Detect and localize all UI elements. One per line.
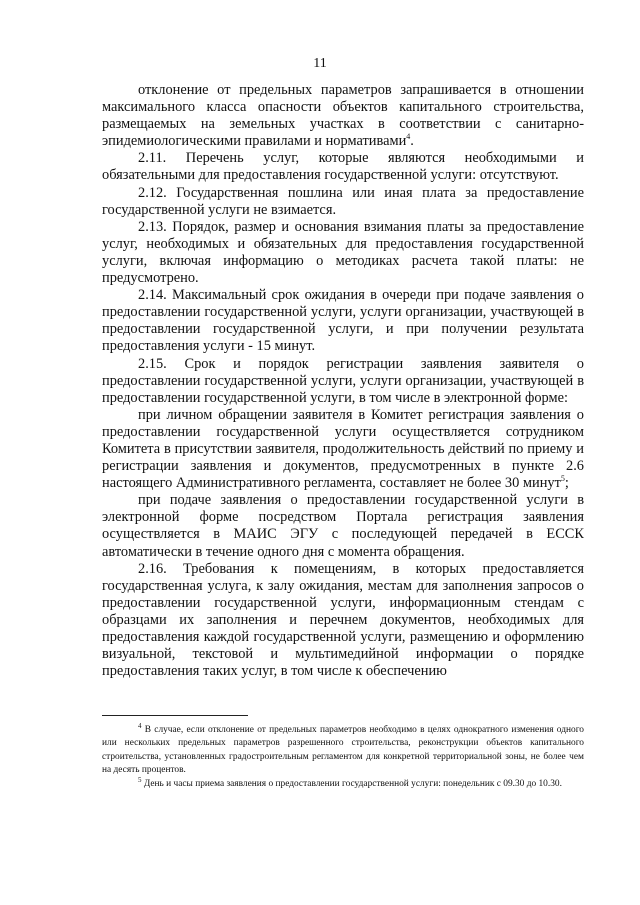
paragraph-text: 2.12. Государственная пошлина или иная плата за предоставление государственной услуги не взимается. xyxy=(102,184,584,218)
paragraph-tail: . xyxy=(410,133,414,150)
footnote-5 xyxy=(102,775,584,791)
paragraph-tail: ; xyxy=(564,475,569,492)
document-body xyxy=(102,82,584,680)
footnote-ref-5[interactable]: 5 xyxy=(560,474,565,484)
paragraph-text: 2.13. Порядок, размер и основания взимания платы за предоставление услуг, необходимых и обязательных для предоставления государственной услуги, включая информацию о методиках расчета такой платы: не предусмотрено. xyxy=(102,218,584,287)
footnote-ref-4[interactable]: 4 xyxy=(406,132,411,142)
paragraph-1 xyxy=(102,82,584,150)
footnote-separator xyxy=(102,715,248,716)
footnote-4 xyxy=(102,724,584,778)
paragraph-text: при подаче заявления о предоставлении государственной услуги в электронной форме посредством Портала регистрация заявления осуществляется в МАИС ЭГУ с последующей передачей в ЕССК автоматически в течение одного дня с момента обращения. xyxy=(102,492,584,560)
paragraph-text: отклонение от предельных параметров запрашивается в отношении максимального класса опасности объектов капитального строительства, размещаемых на земельных участках в соответствии с санитарно-эпидемиологическими правилами и нормативами xyxy=(102,82,584,150)
paragraph-text: 2.11. Перечень услуг, которые являются необходимыми и обязательными для предоставления государственной услуги: отсутствуют. xyxy=(102,150,584,184)
paragraph-2-16 xyxy=(102,561,584,681)
paragraph-electronic xyxy=(102,492,584,560)
paragraph-text: 2.16. Требования к помещениям, в которых предоставляется государственная услуга, к залу ожидания, местам для заполнения запросов о предоставлении государственной услуги, информационным стендам с образцами их заполнения и перечнем документов, необходимых для предоставления каждой государственной услуги, размещению и оформлению визуальной, текстовой и мультимедийной информации о порядке предоставления таких услуг, в том числе к обеспечению xyxy=(102,560,584,680)
paragraph-text: 2.14. Максимальный срок ожидания в очереди при подаче заявления о предоставлении государственной услуги, услуги организации, участвующей в предоставлении государственной услуги, и при получении результата предоставления услуги - 15 минут. xyxy=(102,287,584,355)
paragraph-text: при личном обращении заявителя в Комитет регистрация заявления о предоставлении государственной услуги осуществляется сотрудником Комитета в присутствии заявителя, продолжительность действий по приему и регистрации заявления и документов, предусмотренных в пункте 2.6 настоящего Административного регламента, составляет не более 30 минут xyxy=(102,406,584,492)
paragraph-personal-visit xyxy=(102,407,584,492)
footnote-text: В случае, если отклонение от предельных параметров необходимо в целях однократного изменения одного или нескольких предельных параметров разрешенного строительства, реконструкции объектов капитального строительства, установленных градостроительным регламентом для конкретной территориальной зоны, не более чем на десять процентов. xyxy=(102,725,584,776)
paragraph-text: 2.15. Срок и порядок регистрации заявления заявителя о предоставлении государственной услуги, услуги организации, участвующей в предоставлении государственной услуги, в том числе в электронной форме: xyxy=(102,355,584,406)
footnote-mark: 4 xyxy=(138,722,142,730)
paragraph-2-13 xyxy=(102,219,584,287)
footnote-text: День и часы приема заявления о предоставлении государственной услуги: понедельник с 09.30 до 10.30. xyxy=(141,778,562,789)
paragraph-2-11 xyxy=(102,150,584,184)
page-number: 11 xyxy=(313,56,327,71)
paragraph-2-15 xyxy=(102,356,584,407)
paragraph-2-12 xyxy=(102,185,584,219)
paragraph-2-14 xyxy=(102,287,584,355)
footnotes xyxy=(102,724,584,791)
footnote-mark: 5 xyxy=(138,775,142,784)
